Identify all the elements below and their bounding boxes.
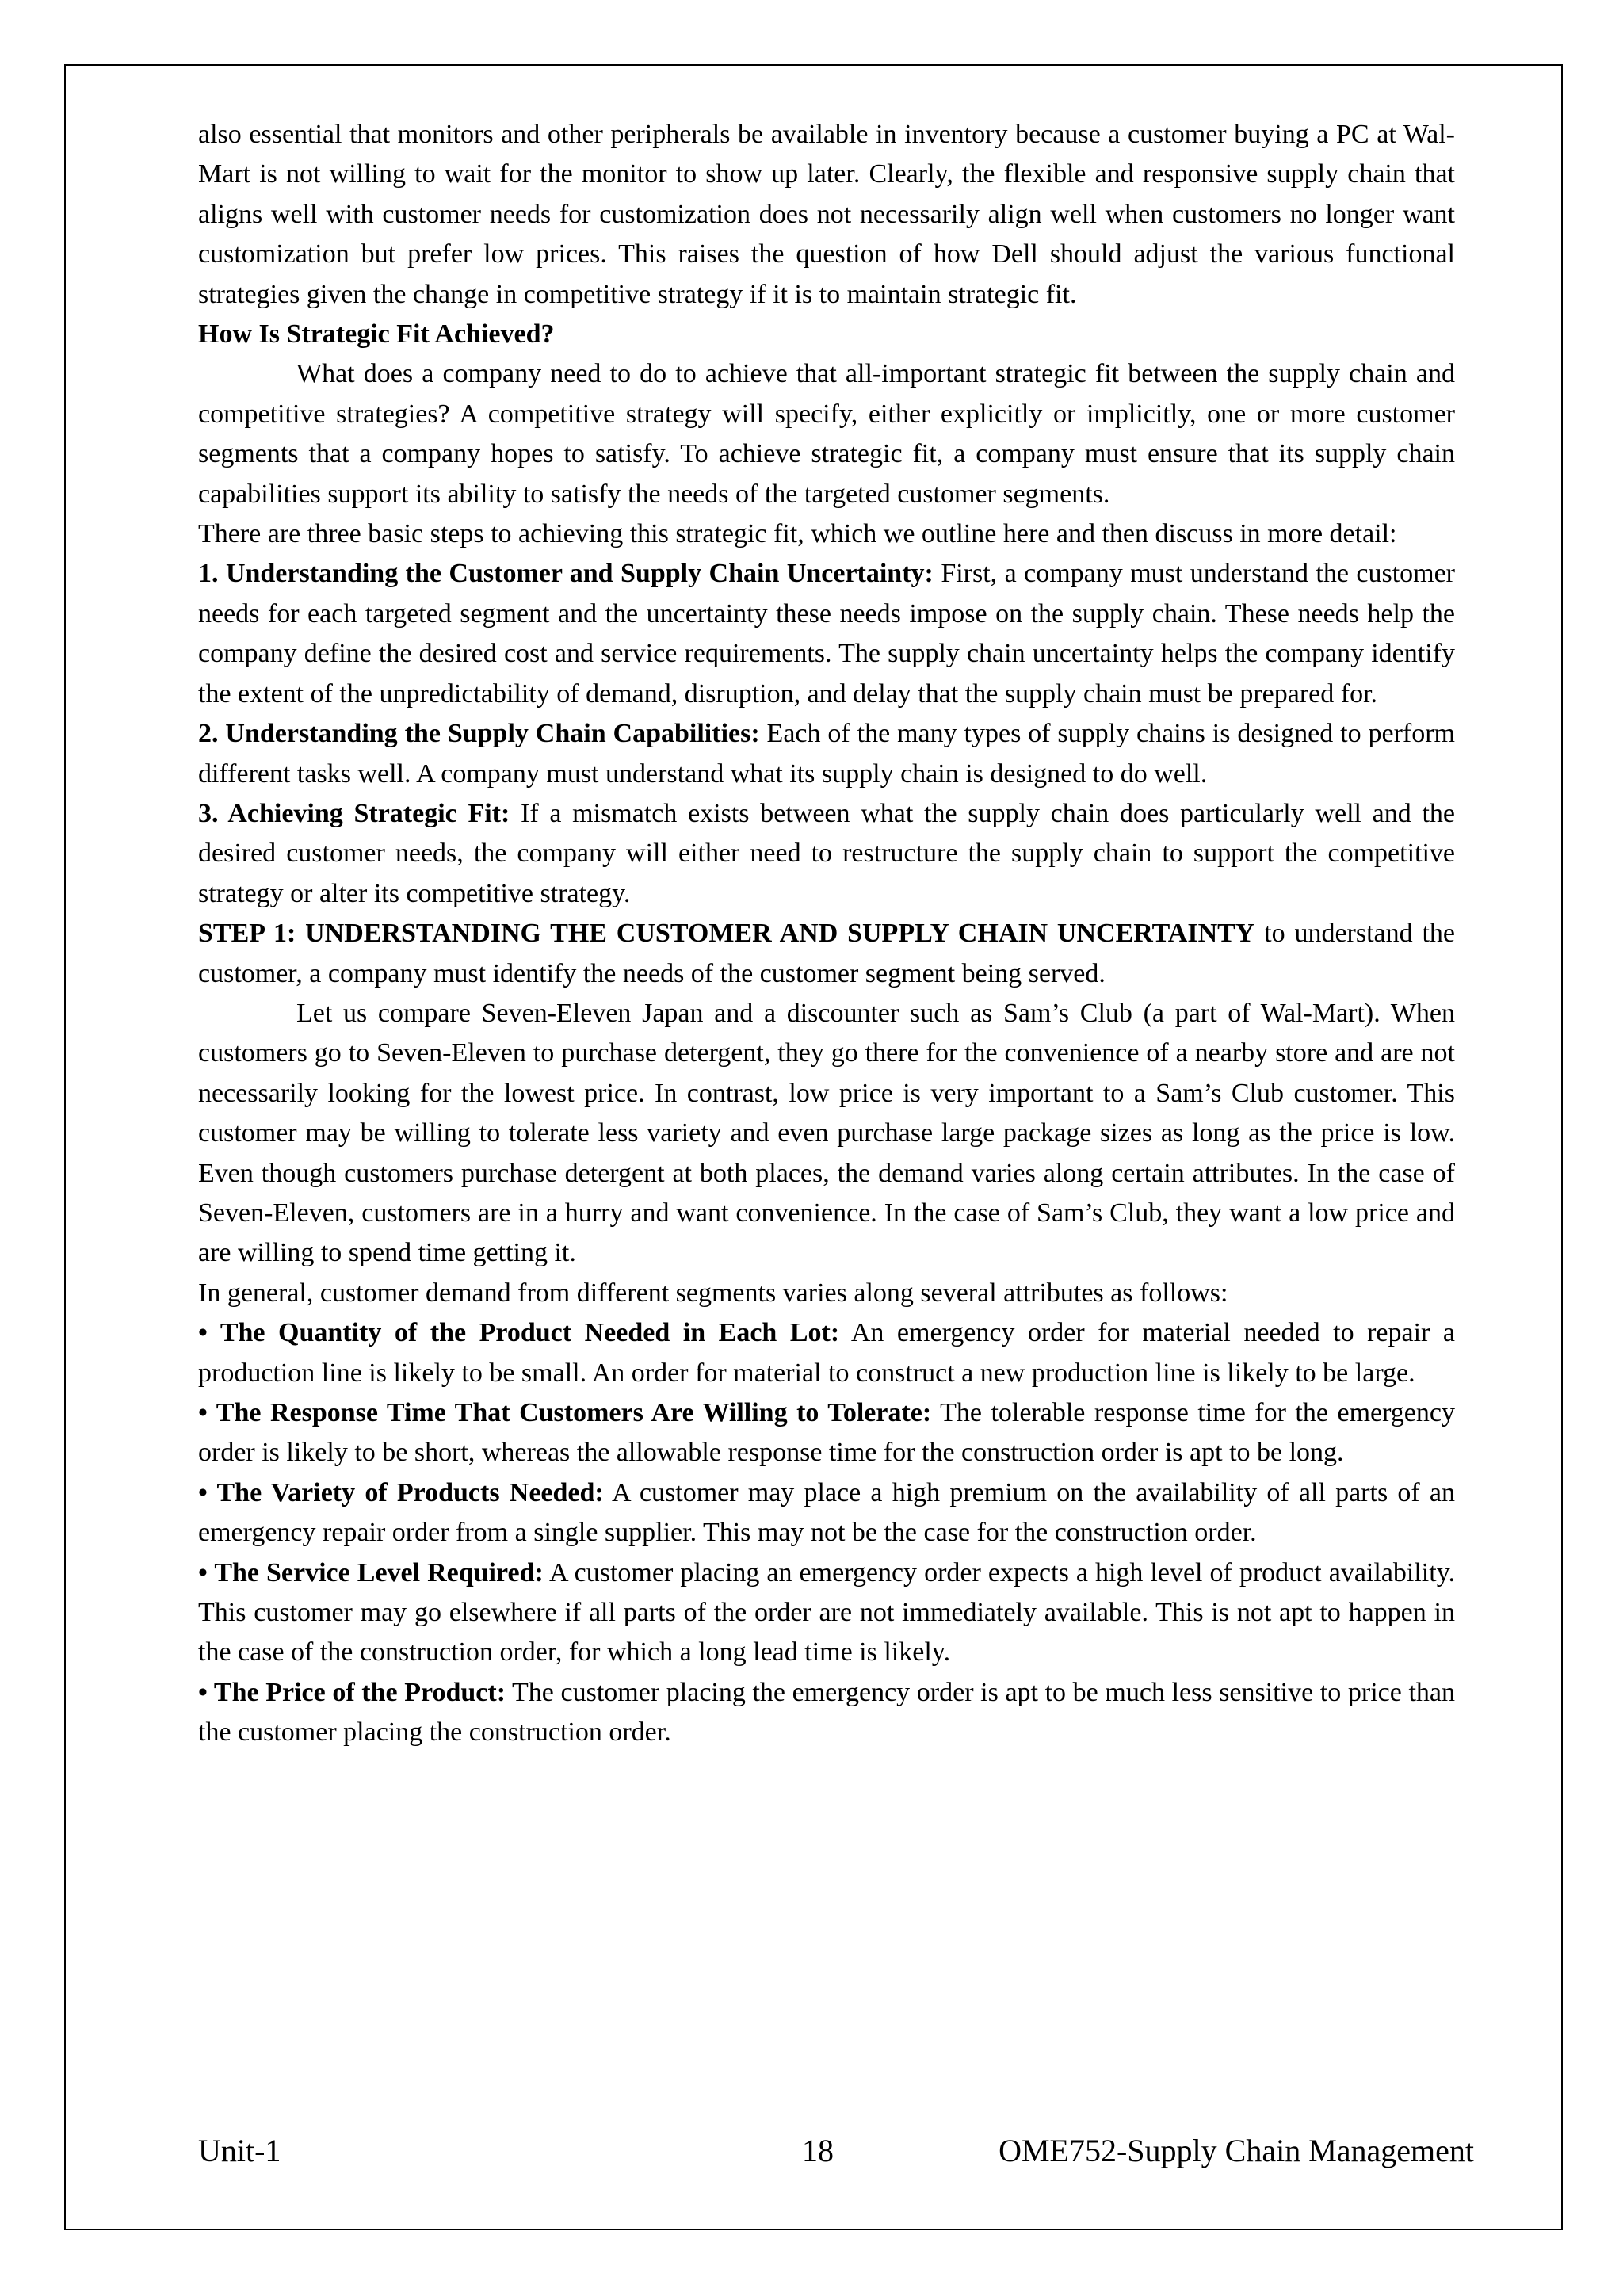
footer-unit: Unit-1 [198, 2133, 281, 2168]
section-heading [198, 315, 1455, 354]
step-item-1 [198, 554, 1455, 714]
bullet-text: An emergency order for material needed to repair a production line is likely to be small. An order for material to construct a new production line is likely to be large. [198, 1318, 1455, 1388]
step-heading-paragraph [198, 914, 1455, 994]
bullet-text: The tolerable response time for the emergency order is likely to be short, whereas the allowable response time for the construction order is apt to be long. [198, 1398, 1455, 1468]
step-heading-text: to understand the customer, a company must identify the needs of the customer segment being served. [198, 919, 1455, 988]
step-title: 2. Understanding the Supply Chain Capabilities: [198, 719, 760, 749]
heading-text: How Is Strategic Fit Achieved? [198, 319, 555, 350]
bullet-text: A customer placing an emergency order expects a high level of product availability. This customer may go elsewhere if all parts of the order are not immediately available. This is not apt to happen in the case of the construction order, for which a long lead time is likely. [198, 1557, 1455, 1668]
bullet-text: The customer placing the emergency order is apt to be much less sensitive to price than the customer placing the construction order. [198, 1677, 1455, 1748]
step-title: 3. Achieving Strategic Fit: [198, 798, 510, 828]
bullet-text: A customer may place a high premium on the availability of all parts of an emergency repair order from a single supplier. This may not be the case for the construction order. [198, 1477, 1455, 1548]
bullet-item [198, 1473, 1455, 1553]
bullet-item [198, 1553, 1455, 1673]
paragraph: also essential that monitors and other peripherals be available in inventory because a customer buying a PC at Wal-Mart is not willing to wait for the monitor to show up later. Clearly, the flexible and responsive supply chain that aligns well with customer needs for customization does not necessarily align well when customers no longer want customization but prefer low prices. This raises the question of how Dell should adjust the various functional strategies given the change in competitive strategy if it is to maintain strategic fit. [198, 120, 1455, 309]
bullet-title: • The Variety of Products Needed: [198, 1477, 604, 1507]
step-text: Each of the many types of supply chains is designed to perform different tasks well. A company must understand what its supply chain is designed to do well. [198, 719, 1455, 789]
step-title: 1. Understanding the Customer and Supply Chain Uncertainty: [198, 559, 934, 589]
page-footer [198, 2129, 1474, 2173]
paragraph: Let us compare Seven-Eleven Japan and a discounter such as Sam’s Club (a part of Wal-Mart). When customers go to Seven-Eleven to purchase detergent, they go there for the convenience of a nearby store and are not necessarily looking for the lowest price. In contrast, low price is very important to a Sam’s Club customer. This customer may be willing to tolerate less variety and even purchase large package sizes as long as the price is low. Even though customers purchase detergent at both places, the demand varies along certain attributes. In the case of Seven-Eleven, customers are in a hurry and want convenience. In the case of Sam’s Club, they want a low price and are willing to spend time getting it. [198, 998, 1455, 1268]
paragraph: What does a company need to do to achieve that all-important strategic fit between the supply chain and competitive strategies? A competitive strategy will specify, either explicitly or implicitly, one or more customer segments that a company hopes to satisfy. To achieve strategic fit, a company must ensure that its supply chain capabilities support its ability to satisfy the needs of the targeted customer segments. [198, 359, 1455, 509]
step-text: If a mismatch exists between what the supply chain does particularly well and the desired customer needs, the company will either need to restructure the supply chain to support the competitive strategy or alter its competitive strategy. [198, 798, 1455, 908]
step-item-3 [198, 794, 1455, 914]
step-heading: STEP 1: UNDERSTANDING THE CUSTOMER AND SUPPLY CHAIN UNCERTAINTY [198, 919, 1255, 949]
paragraph: There are three basic steps to achieving this strategic fit, which we outline here and then discuss in more detail: [198, 519, 1397, 549]
bullet-title: • The Response Time That Customers Are Willing to Tolerate: [198, 1398, 932, 1427]
step-item-2 [198, 714, 1455, 794]
step-text: First, a company must understand the customer needs for each targeted segment and the uncertainty these needs impose on the supply chain. These needs help the company define the desired cost and service requirements. The supply chain uncertainty helps the company identify the extent of the unpredictability of demand, disruption, and delay that the supply chain must be prepared for. [198, 559, 1455, 709]
paragraph: In general, customer demand from different segments varies along several attributes as follows: [198, 1278, 1228, 1308]
bullet-title: • The Price of the Product: [198, 1677, 506, 1707]
bullet-title: • The Service Level Required: [198, 1557, 544, 1587]
page-number: 18 [802, 2133, 834, 2168]
bullet-item [198, 1393, 1455, 1473]
bullet-title: • The Quantity of the Product Needed in Each Lot: [198, 1318, 840, 1348]
footer-course-title: OME752-Supply Chain Management [999, 2133, 1474, 2168]
bullet-item [198, 1313, 1455, 1393]
bullet-item [198, 1673, 1455, 1753]
document-body [198, 115, 1455, 1753]
